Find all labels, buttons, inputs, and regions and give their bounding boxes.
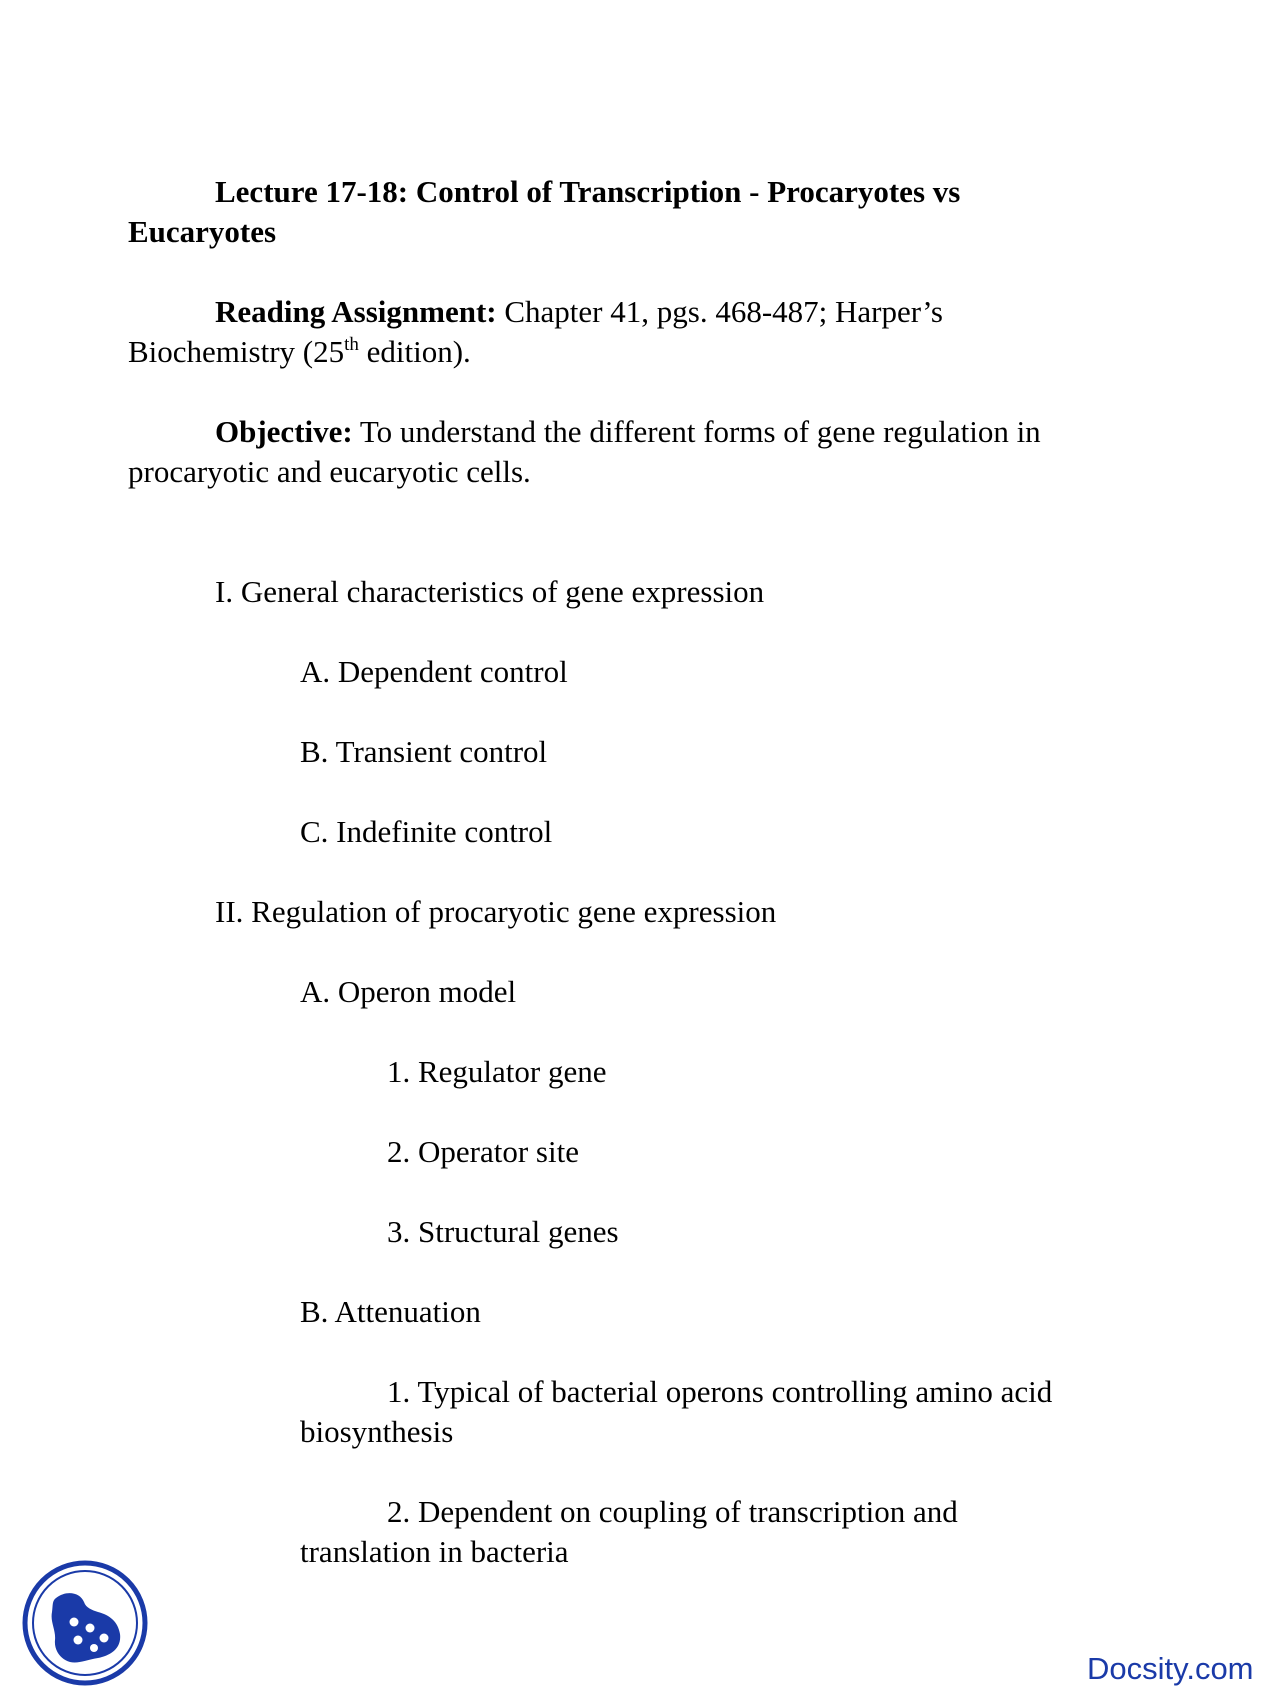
outline-item-2a: A. Operon model	[300, 974, 517, 1009]
reading-assignment-edition-end: edition).	[358, 334, 471, 369]
outline-item-2b2-line2: translation in bacteria	[300, 1534, 569, 1569]
reading-assignment-label: Reading Assignment:	[215, 294, 497, 329]
superscript-th: th	[344, 334, 359, 355]
outline-item-1b: B. Transient control	[300, 734, 548, 769]
outline-section-2: II. Regulation of procaryotic gene expression	[215, 894, 777, 929]
outline-section-1: I. General characteristics of gene expression	[215, 574, 765, 609]
outline-item-2b1-line1: 1. Typical of bacterial operons controlling amino acid	[387, 1374, 1053, 1409]
outline-item-2b: B. Attenuation	[300, 1294, 481, 1329]
reading-assignment-text: Chapter 41, pgs. 468-487; Harper’s	[496, 294, 943, 329]
outline-item-2a2: 2. Operator site	[387, 1134, 579, 1169]
document-title-line1: Lecture 17-18: Control of Transcription - Procaryotes vs	[215, 174, 961, 209]
reading-assignment-line2	[128, 332, 471, 372]
docsity-brand-link[interactable]: Docsity.com	[1087, 1651, 1254, 1686]
outline-item-1a: A. Dependent control	[300, 654, 568, 689]
docsity-logo-icon[interactable]	[22, 1560, 148, 1686]
document-title-line2: Eucaryotes	[128, 214, 277, 249]
objective-text: To understand the different forms of gene regulation in	[352, 414, 1041, 449]
reading-assignment-line1	[215, 292, 943, 332]
objective-label: Objective:	[215, 414, 353, 449]
outline-item-1c: C. Indefinite control	[300, 814, 553, 849]
outline-item-2b2-line1: 2. Dependent on coupling of transcription and	[387, 1494, 958, 1529]
outline-item-2a1: 1. Regulator gene	[387, 1054, 607, 1089]
outline-item-2a3: 3. Structural genes	[387, 1214, 619, 1249]
reading-assignment-edition-text: Biochemistry (25	[128, 334, 345, 369]
outline-item-2b1-line2: biosynthesis	[300, 1414, 454, 1449]
objective-line2: procaryotic and eucaryotic cells.	[128, 454, 531, 489]
objective-line1	[215, 412, 1041, 452]
